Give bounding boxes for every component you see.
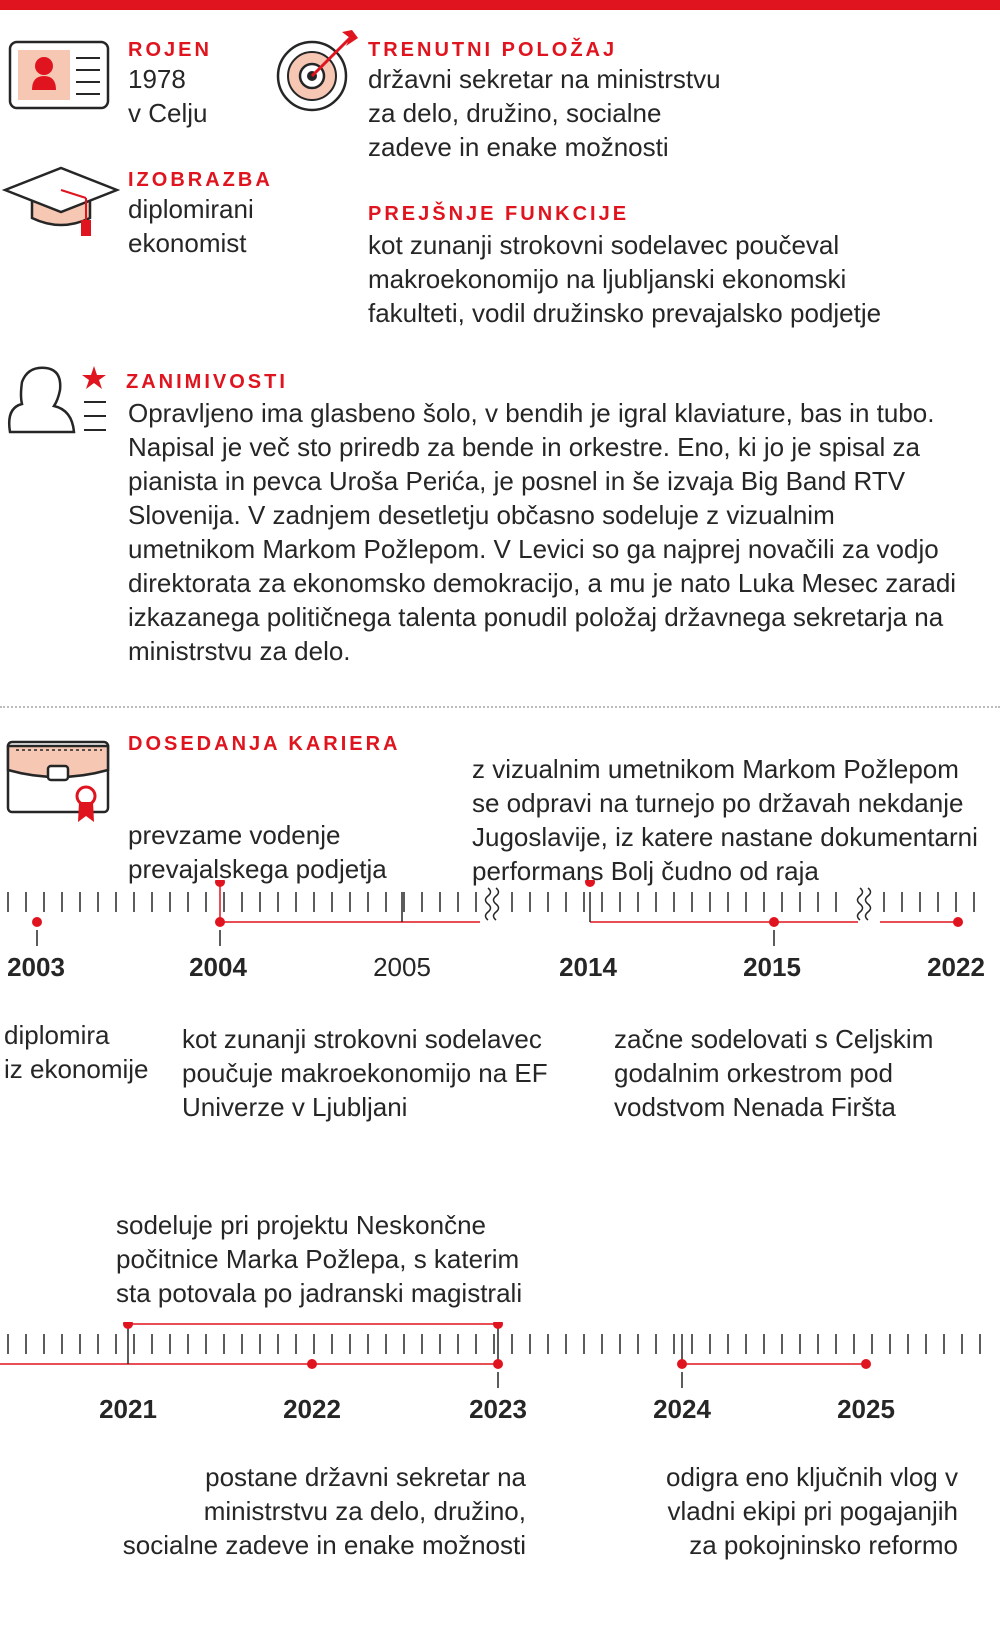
timeline-break: [494, 888, 499, 920]
current-position-label: TRENUTNI POLOŽAJ: [368, 39, 618, 61]
event-dot-2021: [123, 1322, 133, 1329]
timeline-break: [486, 888, 491, 920]
previous-roles-line1: kot zunanji strokovni sodelavec poučeval: [368, 230, 840, 260]
current-position-line2: za delo, družino, socialne: [368, 98, 662, 128]
timeline-1: [0, 880, 1000, 950]
event-2021-line: sta potovala po jadranski magistrali: [116, 1278, 523, 1308]
event-2014-line: performans Bolj čudno od raja: [472, 856, 819, 886]
event-dot-2021-end: [493, 1322, 503, 1329]
event-2003-line: iz ekonomije: [4, 1054, 149, 1084]
event-dot-2025: [861, 1359, 871, 1369]
event-2015-line: začne sodelovati s Celjskim: [614, 1024, 934, 1054]
person-star-icon: [2, 360, 114, 440]
year-2014: 2014: [559, 952, 617, 982]
event-2015-line: godalnim orkestrom pod: [614, 1058, 893, 1088]
year-2022: 2022: [283, 1394, 341, 1424]
id-card-icon: [8, 40, 110, 110]
timeline-2: [0, 1322, 1000, 1392]
event-dot-2022: [307, 1359, 317, 1369]
timeline-break: [858, 888, 863, 920]
event-2004-top-line: prevajalskega podjetja: [128, 854, 387, 884]
trivia-line: Napisal je več sto priredb za bende in orkestre. Eno, ki jo je spisal za: [128, 432, 920, 462]
trivia-label: ZANIMIVOSTI: [126, 371, 288, 393]
year-2023: 2023: [469, 1394, 527, 1424]
event-2004-bottom-line: kot zunanji strokovni sodelavec: [182, 1024, 542, 1054]
education-label: IZOBRAZBA: [128, 169, 273, 191]
current-position-line3: zadeve in enake možnosti: [368, 132, 669, 162]
event-2023-line: postane državni sekretar na: [205, 1462, 526, 1492]
trivia-line: Slovenija. V zadnjem desetletju občasno sodeluje z vizualnim: [128, 500, 835, 530]
target-icon: [268, 26, 364, 116]
career-label: DOSEDANJA KARIERA: [128, 733, 401, 755]
event-dot-2022: [953, 917, 963, 927]
event-2023-line: socialne zadeve in enake možnosti: [122, 1530, 526, 1560]
event-2021-line: počitnice Marka Požlepa, s katerim: [116, 1244, 520, 1274]
education-line2: ekonomist: [128, 228, 247, 258]
previous-roles-line2: makroekonomijo na ljubljanski ekonomski: [368, 264, 847, 294]
born-year: 1978: [128, 64, 186, 94]
trivia-line: izkazanega političnega talenta ponudil položaj državnega sekretarja na: [128, 602, 944, 632]
trivia-line: ministrstvu za delo.: [128, 636, 351, 666]
briefcase-icon: [6, 740, 112, 830]
previous-roles-line3: fakulteti, vodil družinsko prevajalsko podjetje: [368, 298, 882, 328]
event-2024-line: odigra eno ključnih vlog v: [666, 1462, 958, 1492]
event-2024-line: vladni ekipi pri pogajanjih: [667, 1496, 958, 1526]
trivia-line: Opravljeno ima glasbeno šolo, v bendih je igral klaviature, bas in tubo.: [128, 398, 935, 428]
education-line1: diplomirani: [128, 194, 254, 224]
timeline-break: [866, 888, 871, 920]
year-2024: 2024: [653, 1394, 711, 1424]
event-2003-line: diplomira: [4, 1020, 110, 1050]
trivia-line: pianista in pevca Uroša Perića, je posnel in še izvaja Big Band RTV: [128, 466, 906, 496]
event-2004-bottom-line: poučuje makroekonomijo na EF: [182, 1058, 548, 1088]
year-2003: 2003: [7, 952, 65, 982]
event-2014-line: z vizualnim umetnikom Markom Požlepom: [472, 754, 959, 784]
trivia-line: umetnikom Markom Požlepom. V Levici so ga najprej novačili za vodjo: [128, 534, 939, 564]
born-place: v Celju: [128, 98, 208, 128]
graduation-cap-icon: [2, 160, 120, 240]
year-2005: 2005: [373, 952, 431, 982]
year-2021: 2021: [99, 1394, 157, 1424]
event-2021-line: sodeluje pri projektu Neskončne: [116, 1210, 486, 1240]
event-2004-top-line: prevzame vodenje: [128, 820, 341, 850]
event-2024-line: za pokojninsko reformo: [689, 1530, 958, 1560]
year-2015: 2015: [743, 952, 801, 982]
year-2025: 2025: [837, 1394, 895, 1424]
previous-roles-label: PREJŠNJE FUNKCIJE: [368, 203, 630, 225]
year-2022: 2022: [927, 952, 985, 982]
event-dot-2003: [32, 917, 42, 927]
event-2015-line: vodstvom Nenada Firšta: [614, 1092, 896, 1122]
event-dot-2024: [677, 1359, 687, 1369]
born-label: ROJEN: [128, 39, 212, 61]
event-2014-line: Jugoslavije, iz katere nastane dokumentarni: [472, 822, 978, 852]
trivia-line: direktorata za ekonomsko demokracijo, a mu je nato Luka Mesec zaradi: [128, 568, 957, 598]
event-dot-2015: [769, 917, 779, 927]
event-2014-line: se odpravi na turnejo po državah nekdanje: [472, 788, 964, 818]
current-position-line1: državni sekretar na ministrstvu: [368, 64, 721, 94]
event-dot-2023: [493, 1359, 503, 1369]
year-2004: 2004: [189, 952, 247, 982]
event-2004-bottom-line: Univerze v Ljubljani: [182, 1092, 408, 1122]
top-accent-bar: [0, 0, 1000, 10]
section-divider: [0, 706, 1000, 708]
event-2023-line: ministrstvu za delo, družino,: [203, 1496, 526, 1526]
